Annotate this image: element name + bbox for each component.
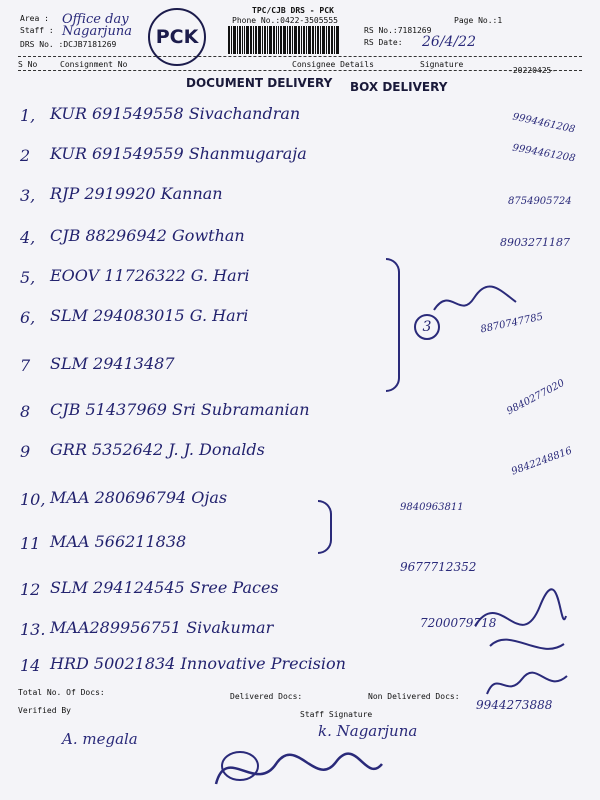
consignment-row bbox=[20, 100, 580, 134]
phone-7: 9842248816 bbox=[510, 445, 574, 478]
row-number: 2 bbox=[20, 146, 31, 165]
consignment-row bbox=[20, 222, 580, 256]
verifier-signature: A. megala bbox=[62, 730, 138, 748]
phone-5: 8870747785 bbox=[479, 311, 545, 336]
date-stamp: -20220425- bbox=[508, 66, 557, 75]
circled-count: 3 bbox=[414, 314, 440, 340]
header-divider bbox=[18, 56, 582, 57]
consignment-row bbox=[20, 436, 580, 470]
page-number: Page No.:1 bbox=[454, 16, 503, 25]
row-text: SLM 294083015 G. Hari bbox=[50, 306, 249, 325]
consignment-row bbox=[20, 350, 580, 384]
row-text: SLM 29413487 bbox=[50, 354, 175, 373]
row-text: MAA 566211838 bbox=[50, 532, 187, 551]
row-number: 5, bbox=[20, 268, 36, 287]
pck-stamp: PCK bbox=[148, 8, 206, 66]
row-text: SLM 294124545 Sree Paces bbox=[50, 578, 279, 597]
row-text: CJB 88296942 Gowthan bbox=[50, 226, 245, 245]
col-signature: Signature bbox=[420, 60, 464, 69]
phone-number: Phone No.:0422-3505555 bbox=[232, 16, 338, 25]
area-label: Area : bbox=[20, 14, 49, 23]
drs-number: DRS No. :DCJB7181269 bbox=[20, 40, 117, 49]
row-number: 13. bbox=[20, 620, 46, 639]
phone-2: 9994461208 bbox=[511, 142, 577, 165]
row-text: GRR 5352642 J. J. Donalds bbox=[50, 440, 265, 459]
row-number: 10, bbox=[20, 490, 46, 509]
row-text: CJB 51437969 Sri Subramanian bbox=[50, 400, 310, 419]
grouping-brace bbox=[386, 258, 400, 392]
rs-number: RS No.:7181269 bbox=[364, 26, 432, 35]
phone-8: 9840963811 bbox=[400, 502, 464, 513]
row-number: 12 bbox=[20, 580, 41, 599]
row-number: 3, bbox=[20, 186, 36, 205]
phone-9: 9677712352 bbox=[400, 560, 477, 574]
phone-1: 9994461208 bbox=[511, 111, 577, 136]
total-docs-label: Total No. Of Docs: bbox=[18, 688, 105, 697]
row-text: KUR 691549559 Shanmugaraja bbox=[50, 144, 307, 163]
consignment-row bbox=[20, 180, 580, 214]
staff-value: Nagarjuna bbox=[62, 24, 132, 39]
area-value: Office day bbox=[62, 12, 129, 27]
non-delivered-docs-label: Non Delivered Docs: bbox=[368, 692, 460, 701]
col-consignee: Consignee Details bbox=[292, 60, 374, 69]
row-number: 14 bbox=[20, 656, 41, 675]
phone-4: 8903271187 bbox=[500, 236, 570, 249]
phone-11: 9944273888 bbox=[476, 698, 553, 712]
row-text: EOOV 11726322 G. Hari bbox=[50, 266, 250, 285]
box-delivery-title: BOX DELIVERY bbox=[350, 80, 448, 94]
consignment-row bbox=[20, 484, 580, 518]
barcode bbox=[228, 26, 356, 54]
row-text: HRD 50021834 Innovative Precision bbox=[50, 654, 346, 673]
phone-6: 9840277020 bbox=[505, 377, 567, 418]
consignment-row bbox=[20, 528, 580, 562]
consignment-row bbox=[20, 140, 580, 174]
col-sno: S No bbox=[18, 60, 38, 69]
col-consignment: Consignment No bbox=[60, 60, 128, 69]
staff-signature-label: Staff Signature bbox=[300, 710, 373, 719]
row-number: 7 bbox=[20, 356, 31, 375]
phone-10: 7200079718 bbox=[420, 616, 497, 630]
verified-by-label: Verified By bbox=[18, 706, 71, 715]
grouping-brace-2 bbox=[318, 500, 332, 554]
rs-date-value: 26/4/22 bbox=[422, 34, 476, 50]
signature-scribble bbox=[430, 280, 520, 320]
agency-title: TPC/CJB DRS - PCK bbox=[252, 6, 334, 15]
rs-date-label: RS Date: bbox=[364, 38, 403, 47]
staff-label: Staff : bbox=[20, 26, 54, 35]
row-number: 4, bbox=[20, 228, 36, 247]
document-delivery-title: DOCUMENT DELIVERY bbox=[186, 76, 333, 90]
row-text: KUR 691549558 Sivachandran bbox=[50, 104, 301, 123]
staff-signature: k. Nagarjuna bbox=[318, 722, 418, 740]
row-text: RJP 2919920 Kannan bbox=[50, 184, 223, 203]
row-number: 8 bbox=[20, 402, 31, 421]
row-number: 9 bbox=[20, 442, 31, 461]
consignment-row bbox=[20, 396, 580, 430]
row-text: MAA 280696794 Ojas bbox=[50, 488, 228, 507]
row-number: 1, bbox=[20, 106, 36, 125]
row-number: 6, bbox=[20, 308, 36, 327]
signature-scribble-2 bbox=[470, 586, 570, 666]
phone-3: 8754905724 bbox=[508, 196, 572, 207]
delivered-docs-label: Delivered Docs: bbox=[230, 692, 303, 701]
row-text: MAA289956751 Sivakumar bbox=[50, 618, 274, 637]
big-signature-scribble bbox=[206, 744, 386, 794]
columns-divider bbox=[18, 70, 582, 71]
row-number: 11 bbox=[20, 534, 41, 553]
signature-scribble-3 bbox=[482, 664, 572, 704]
